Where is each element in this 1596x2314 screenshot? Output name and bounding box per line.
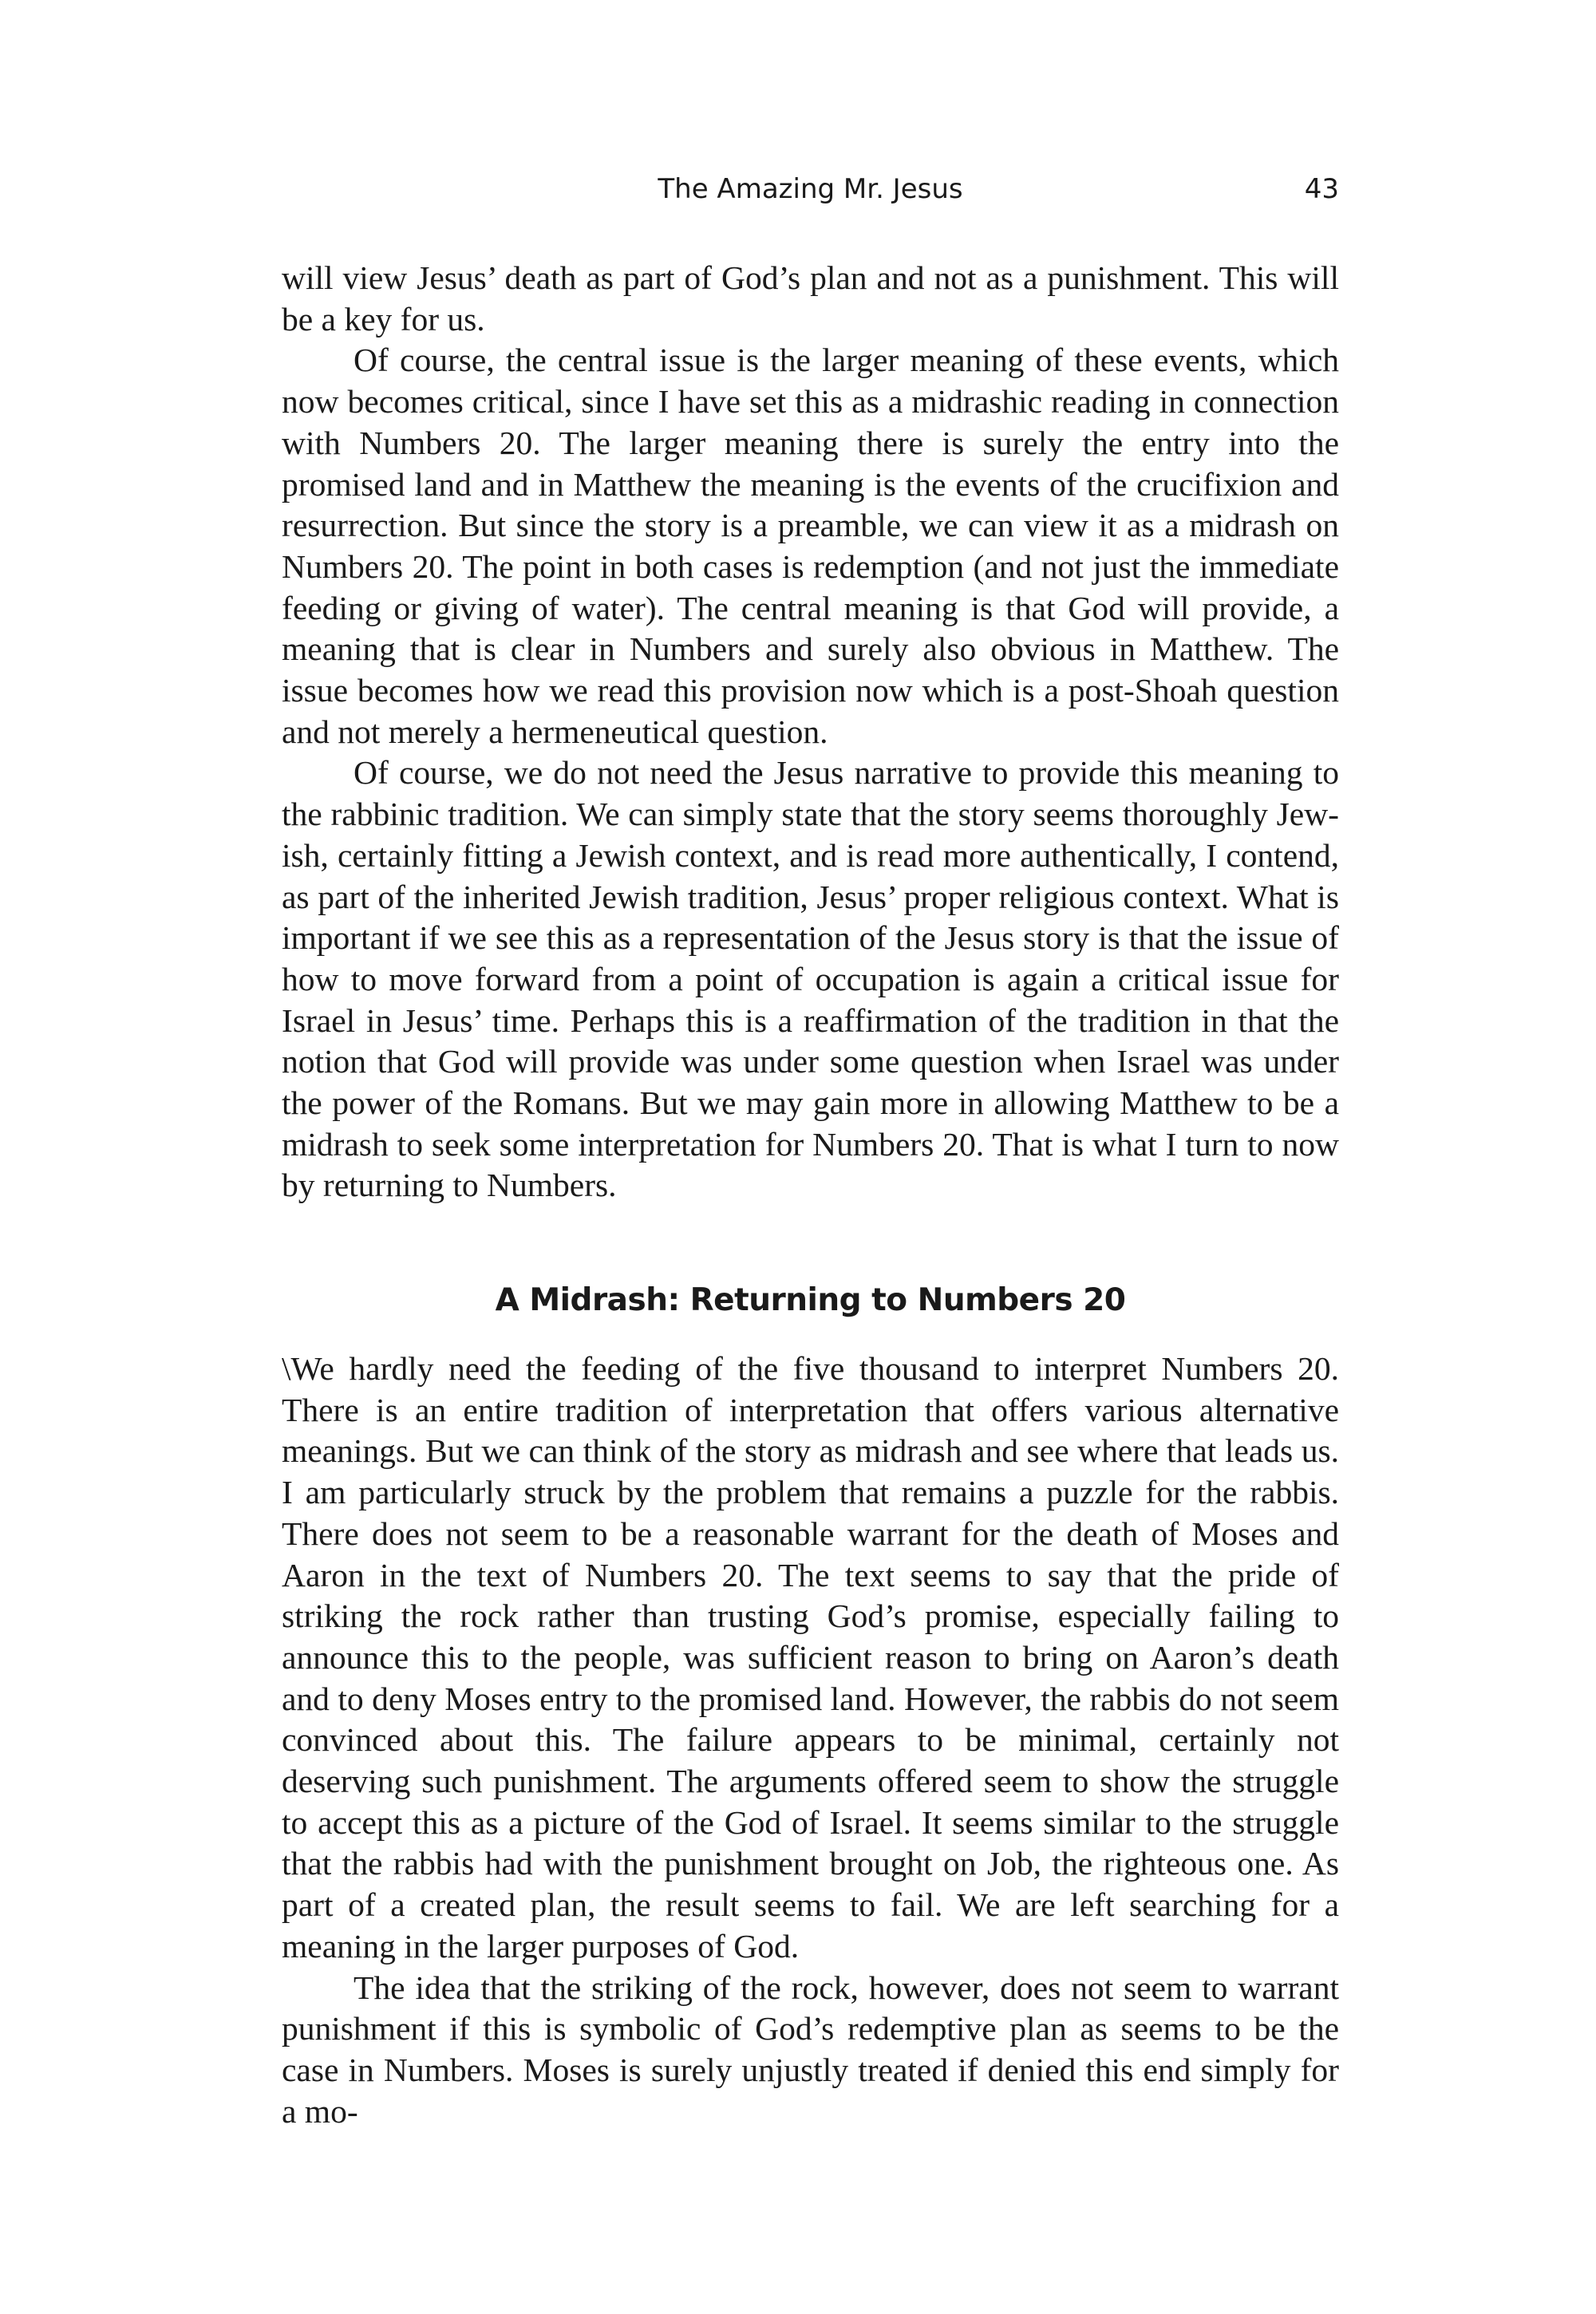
- section-heading: A Midrash: Returning to Numbers 20: [495, 1282, 1126, 1318]
- book-page: [282, 0, 1339, 2314]
- running-title: The Amazing Mr. Jesus: [658, 173, 963, 205]
- paragraph: The idea that the striking of the rock, however, does not seem to warrant punishment if this is symbolic of God’s redemptive plan as seems to be the case in Numbers. Moses is surely unjustly treated if denied this end simply for a mo-: [282, 1968, 1339, 2130]
- paragraph: Of course, we do not need the Jesus narrative to provide this meaning to the rabbinic tradition. We can simply state that the story seems thoroughly Jewish, certainly fitting a Jewish context, and is read more authentically, I contend, as part of the inherited Jewish tradition, Jesus’ proper religious context. What is important if we see this as a representation of the Jesus story is that the issue of how to move forward from a point of occupation is again a critical issue for Israel in Jesus’ time. Perhaps this is a reaffirmation of the tradition in that the notion that God will provide was under some question when Israel was under the power of the Romans. But we may gain more in allowing Matthew to be a midrash to seek some interpretation for Numbers 20. That is what I turn to now by returning to Numbers.: [282, 754, 1339, 1204]
- paragraph: \We hardly need the feeding of the five thousand to interpret Numbers 20. There is an entire tradition of interpretation that offers various alternative meanings. But we can think of the story as midrash and see where that leads us. I am particularly struck by the problem that remains a puzzle for the rabbis. There does not seem to be a reasonable warrant for the death of Moses and Aaron in the text of Numbers 20. The text seems to say that the pride of striking the rock rather than trusting God’s promise, especially failing to announce this to the people, was sufficient reason to bring on Aaron’s death and to deny Moses entry to the promised land. However, the rabbis do not seem convinced about this. The failure appears to be minimal, certainly not deserving such punishment. The arguments offered seem to show the struggle to accept this as a picture of the God of Israel. It seems similar to the struggle that the rabbis had with the punishment brought on Job, the righteous one. As part of a created plan, the result seems to fail. We are left searching for a meaning in the larger purposes of God.: [282, 1350, 1339, 1965]
- text-block-continued: [282, 258, 1339, 1206]
- text-block-section: [282, 1349, 1339, 2132]
- paragraph: will view Jesus’ death as part of God’s plan and not as a punishment. This will be a key for us.: [282, 259, 1339, 338]
- running-header: [282, 169, 1339, 209]
- paragraph: Of course, the central issue is the larger meaning of these events, which now becomes critical, since I have set this as a midrashic reading in connection with Numbers 20. The larger meaning there is surely the entry into the promised land and in Matthew the meaning is the events of the crucifixion and resurrection. But since the story is a preamble, we can view it as a midrash on Numbers 20. The point in both cases is redemption (and not just the immediate feeding or giving of water). The central meaning is that God will provide, a meaning that is clear in Numbers and surely also obvious in Matthew. The issue becomes how we read this provision now which is a post-Shoah question and not merely a hermeneutical question.: [282, 342, 1339, 750]
- page-number: 43: [1304, 173, 1339, 205]
